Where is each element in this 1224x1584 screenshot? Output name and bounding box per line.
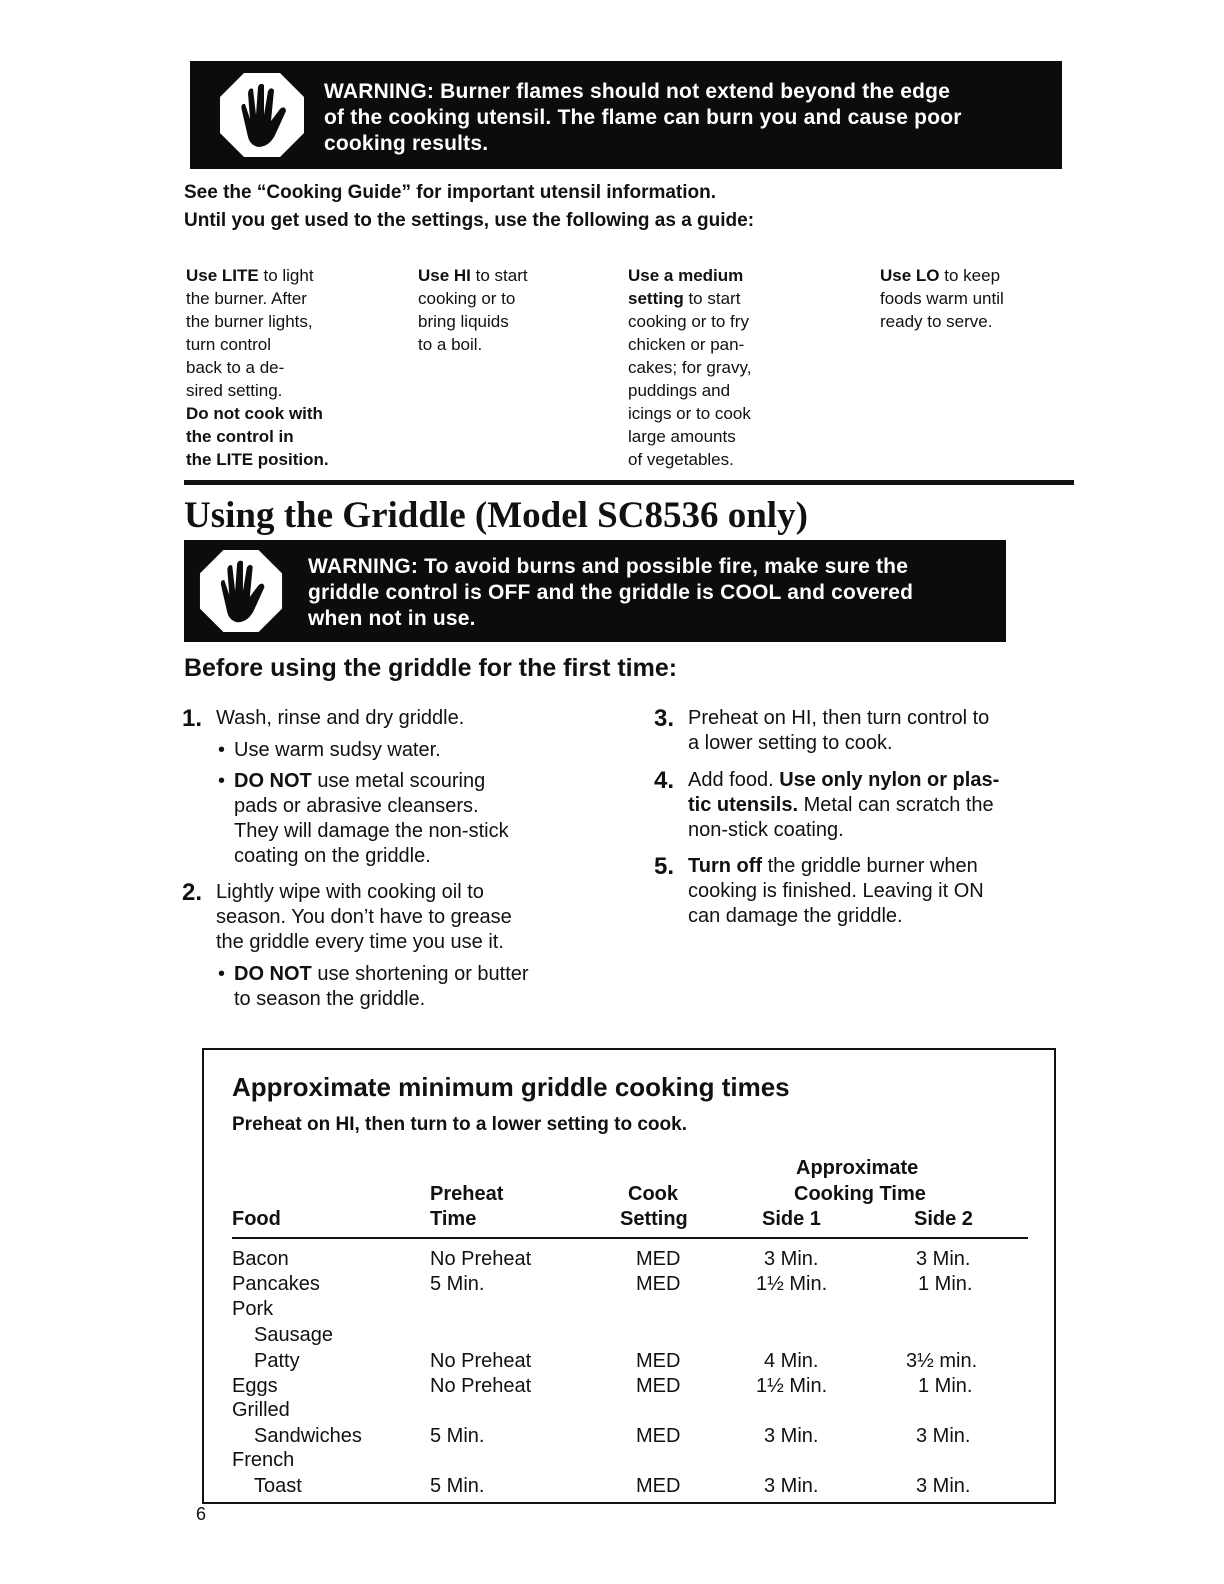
cell-setting: MED (636, 1248, 681, 1270)
cell-food: Grilled (232, 1399, 290, 1421)
header-rule (232, 1237, 1028, 1239)
lite-caution-line: Do not cook with (186, 404, 323, 423)
bullet-text: Use warm sudsy water. (234, 739, 441, 761)
header-setting: Setting (620, 1208, 688, 1230)
do-not-label: DO NOT (234, 963, 312, 985)
header-approx: Approximate (796, 1157, 919, 1179)
lo-text: to keep (939, 266, 1001, 285)
medium-line: cakes; for gravy, (628, 358, 752, 377)
medium-line: icings or to cook (628, 404, 751, 423)
step-number: 5. (654, 853, 675, 880)
step-text: Preheat on HI, then turn control to a lower setting to cook. (688, 707, 990, 754)
lite-caution-line: the LITE position. (186, 450, 329, 469)
step-text: Lightly wipe with cooking oil to season. You don’t have to grease the griddle every time you use it. (216, 881, 512, 953)
table-subtitle: Preheat on HI, then turn to a lower setting to cook. (232, 1114, 687, 1135)
cell-side-2: 3 Min. (916, 1475, 971, 1497)
bullet-text: use shortening or butter to season the griddle. (234, 963, 529, 1010)
hi-line: cooking or to (418, 289, 516, 308)
medium-label: Use a medium (628, 266, 744, 285)
medium-line: puddings and (628, 381, 731, 400)
guide-column-medium (628, 264, 751, 471)
hi-label: Use HI (418, 266, 471, 285)
step-number: 2. (182, 879, 203, 906)
step-1 (182, 706, 602, 736)
lite-line: turn control (186, 335, 272, 354)
medium-label-2: setting (628, 289, 684, 308)
cell-food: Pancakes (232, 1273, 320, 1295)
cell-food-cont: Sausage (254, 1324, 333, 1346)
guide-column-lite (186, 264, 329, 471)
cell-setting: MED (636, 1375, 681, 1397)
cell-food-cont: Sandwiches (254, 1425, 362, 1447)
step-number: 4. (654, 767, 675, 794)
step-3 (654, 706, 1074, 760)
cell-setting: MED (636, 1425, 681, 1447)
lite-line: the burner. After (186, 289, 307, 308)
cell-side-2: 3½ min. (906, 1350, 978, 1372)
cell-setting: MED (636, 1273, 681, 1295)
lite-caution-line: the control in (186, 427, 294, 446)
cell-side-1: 3 Min. (764, 1425, 819, 1447)
cell-food: Eggs (232, 1375, 278, 1397)
step-text: Metal can scratch the non-stick coating. (688, 794, 994, 841)
cell-food: French (232, 1449, 295, 1471)
cell-preheat: No Preheat (430, 1350, 532, 1372)
table-title: Approximate minimum griddle cooking times (232, 1072, 790, 1102)
section-title: Using the Griddle (Model SC8536 only) (184, 495, 808, 536)
cell-preheat: 5 Min. (430, 1273, 485, 1295)
lo-label: Use LO (880, 266, 940, 285)
header-preheat: Preheat (430, 1183, 504, 1205)
step-5 (654, 854, 1074, 934)
header-food: Food (232, 1208, 281, 1230)
bullet-dot: • (218, 770, 226, 792)
hi-line: bring liquids (418, 312, 509, 331)
medium-line: large amounts (628, 427, 736, 446)
cell-food: Bacon (232, 1248, 289, 1270)
cell-setting: MED (636, 1475, 681, 1497)
step-4 (654, 768, 1074, 848)
step-text: Add food. (688, 769, 780, 791)
lite-label: Use LITE (186, 266, 259, 285)
step-number: 1. (182, 705, 203, 732)
do-not-label: DO NOT (234, 770, 312, 792)
cell-preheat: 5 Min. (430, 1425, 485, 1447)
cell-side-2: 3 Min. (916, 1425, 971, 1447)
step-2-bullet-1 (218, 962, 598, 1016)
cell-food: Pork (232, 1298, 274, 1320)
medium-line: cooking or to fry (628, 312, 749, 331)
warning-text-top: WARNING: Burner flames should not extend beyond the edge of the cooking utensil. The flame can burn you and cause poor cooking results. (324, 80, 962, 155)
header-cook: Cook (628, 1183, 678, 1205)
cell-side-1: 3 Min. (764, 1248, 819, 1270)
lite-line: sired setting. (186, 381, 283, 400)
step-2 (182, 880, 602, 958)
guide-line-2: Until you get used to the settings, use the following as a guide: (184, 210, 755, 231)
guide-line-1: See the “Cooking Guide” for important utensil information. (184, 182, 717, 203)
cell-side-1: 3 Min. (764, 1475, 819, 1497)
step-text-bold: Turn off (688, 855, 763, 877)
warning-banner-top (190, 61, 1062, 169)
bullet-text: use metal scouring pads or abrasive cleansers. They will damage the non-stick coating on the griddle. (234, 770, 509, 867)
cell-preheat: No Preheat (430, 1248, 532, 1270)
cell-preheat: No Preheat (430, 1375, 532, 1397)
header-cooking-time: Cooking Time (794, 1183, 926, 1205)
cell-food-cont: Patty (254, 1350, 300, 1372)
cell-side-1: 1½ Min. (756, 1273, 828, 1295)
cell-side-2: 1 Min. (918, 1273, 973, 1295)
step-text-bold: Use only nylon or plas- tic utensils. (688, 769, 1000, 816)
hand-warning-icon (218, 71, 306, 159)
lite-text: to light (258, 266, 314, 285)
lite-line: back to a de- (186, 358, 285, 377)
cell-side-1: 1½ Min. (756, 1375, 828, 1397)
cell-side-2: 3 Min. (916, 1248, 971, 1270)
hand-warning-icon (198, 548, 284, 634)
section-divider (184, 480, 1074, 485)
lo-line: ready to serve. (880, 312, 993, 331)
header-side-2: Side 2 (914, 1208, 973, 1230)
step-1-bullet-2 (218, 769, 598, 873)
bullet-dot: • (218, 963, 226, 985)
hi-line: to a boil. (418, 335, 483, 354)
step-1-bullet-1 (218, 738, 598, 766)
warning-text-griddle: WARNING: To avoid burns and possible fire, make sure the griddle control is OFF and the griddle is COOL and covered when not in use. (308, 555, 914, 630)
cell-setting: MED (636, 1350, 681, 1372)
medium-line: of vegetables. (628, 450, 734, 469)
header-side-1: Side 1 (762, 1208, 821, 1230)
page-number: 6 (196, 1504, 207, 1524)
warning-banner-griddle (184, 540, 1006, 642)
cell-side-2: 1 Min. (918, 1375, 973, 1397)
lo-line: foods warm until (880, 289, 1004, 308)
medium-line: chicken or pan- (628, 335, 745, 354)
cell-side-1: 4 Min. (764, 1350, 819, 1372)
step-text: the griddle burner when cooking is finished. Leaving it ON can damage the griddle. (688, 855, 984, 927)
hi-text: to start (470, 266, 528, 285)
bullet-dot: • (218, 739, 226, 761)
first-time-heading: Before using the griddle for the first time: (184, 654, 678, 682)
guide-column-lo (880, 264, 1004, 333)
header-time: Time (430, 1208, 477, 1230)
guide-column-hi (418, 264, 528, 356)
step-text: Wash, rinse and dry griddle. (216, 707, 465, 729)
cell-food-cont: Toast (254, 1475, 302, 1497)
cell-preheat: 5 Min. (430, 1475, 485, 1497)
medium-text: to start (683, 289, 741, 308)
step-number: 3. (654, 705, 675, 732)
lite-line: the burner lights, (186, 312, 313, 331)
